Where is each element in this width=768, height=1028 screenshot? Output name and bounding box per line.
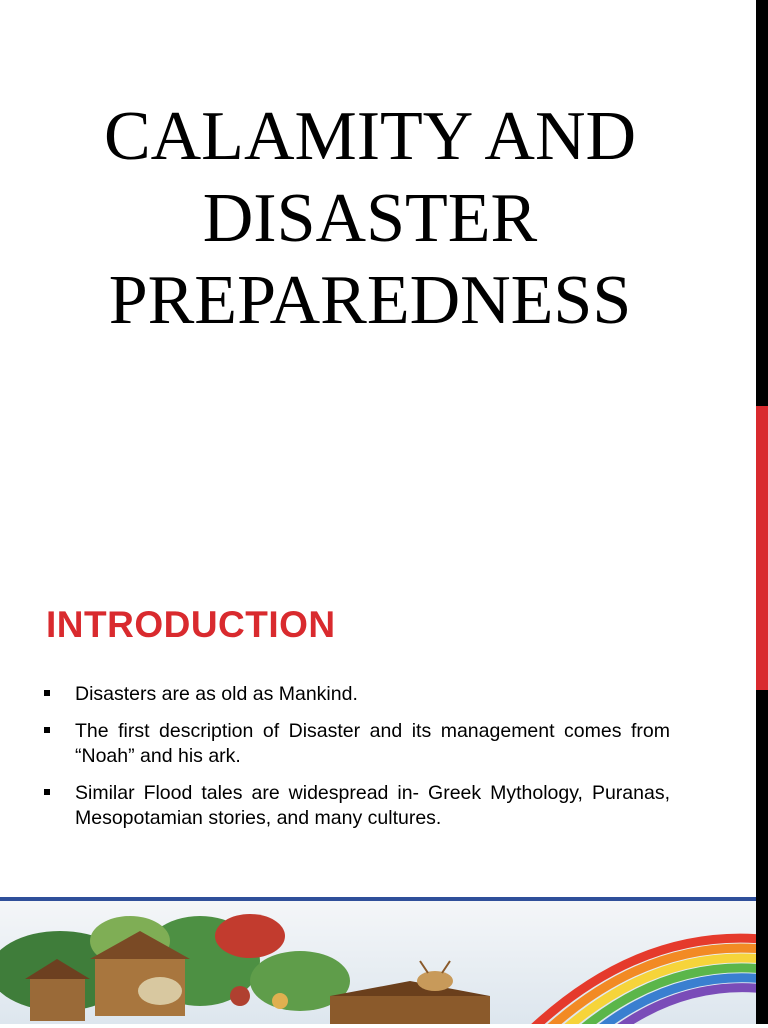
square-bullet-icon <box>44 789 50 795</box>
bullet-list <box>44 682 670 843</box>
bullet-item <box>44 781 670 831</box>
square-bullet-icon <box>44 690 50 696</box>
banner-illustration <box>0 901 756 1024</box>
bullet-text: Similar Flood tales are widespread in- Greek Mythology, Puranas, Mesopotamian stories, and many cultures. <box>75 782 670 829</box>
noah-ark-banner-image <box>0 897 756 1028</box>
title-line-3: PREPAREDNESS <box>108 262 632 339</box>
bullet-text: Disasters are as old as Mankind. <box>75 683 358 705</box>
slide-edge-bar <box>756 0 768 1024</box>
bullet-item <box>44 719 670 769</box>
edge-bar-red-segment <box>756 406 768 690</box>
square-bullet-icon <box>44 727 50 733</box>
bullet-text: The first description of Disaster and its management comes from “Noah” and his ark. <box>75 720 670 767</box>
title-line-1: CALAMITY AND <box>103 98 637 175</box>
title-line-2: DISASTER <box>202 180 538 257</box>
bullet-item <box>44 682 670 707</box>
section-heading: INTRODUCTION <box>46 604 336 645</box>
slide-title <box>0 96 740 342</box>
